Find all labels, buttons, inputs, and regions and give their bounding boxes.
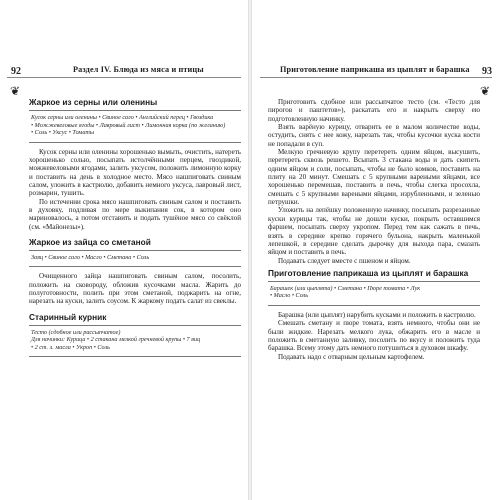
ingredients-box <box>268 281 480 306</box>
recipe-paragraph: Приготовить сдобное или рассыпчатое тесто (см. «Тесто для пирогов и паштетов»), раскатать его и накрыть сверху ею подготовленную начинку. <box>268 98 480 123</box>
ingredients-line: • 2 ст. л. масла • Укроп • Соль <box>31 344 110 351</box>
left-page <box>0 0 248 500</box>
ingredients-line: Для начинки: Курица • 2 стакана мелкой гречневой крупы • 7 яиц <box>31 337 201 344</box>
right-header-rule <box>260 77 492 78</box>
recipe-paragraph: По истечении срока мясо нашпиговать свиным салом и поставить в духовку, подливая по мере выкипания сок, в котором оно мариновалось, а потом отставить и подать тушёное мясо со свёклой (см. «Майонезы»). <box>29 197 241 231</box>
recipe-paragraph: Кусок серны или оленины хорошенько вымыть, очистить, натереть хорошенько солью, посыпать истолчёнными перцем, гвоздикой, можжевеловыми ягодами, залить уксусом, положить лимонную корку и поставить на день в холодное место. Мясо нашпиговать свиным салом, уложить в кастрюлю, добавить немного уксуса, лавровый лист, розмарин, тушить. <box>29 147 241 198</box>
left-header-rule <box>7 77 241 78</box>
recipe-paragraph: Очищенного зайца нашпиговать свиным салом, посолить, положить на сковороду, обложив кусочками масла. Жарить до полуготовности, полить при этом сметаной, поджарить на огне, нарезать на куски, залить соусом. К жаркому подать салат из свеклы. <box>29 272 241 306</box>
recipe-title: Приготовление паприкаша из цыплят и барашка <box>268 267 469 278</box>
decorative-flourish-icon: ❦ <box>479 84 491 98</box>
recipe-paragraph: Подавать следует вместе с пшеном и яйцом. <box>278 256 411 265</box>
left-page-number: 92 <box>11 66 21 77</box>
ingredients-line: Барашек (или цыплята) • Сметана • Пюре томата • Лук <box>270 285 421 292</box>
right-page-number: 93 <box>482 66 492 77</box>
right-page-content <box>268 98 480 361</box>
ingredients-box <box>29 110 241 143</box>
ingredients-line: Тесто (сдобное или рассыпчатое) <box>31 329 121 336</box>
recipe-title: Старинный курник <box>29 311 107 322</box>
ingredients-line: • Можжевеловые ягоды • Лавровый лист • Лимонная корка (по желанию) <box>31 122 226 129</box>
ingredients-line: Кусок серны или оленины • Свиное сало • Английский перец • Гвоздика <box>31 115 214 121</box>
recipe-title: Жаркое из зайца со сметаной <box>29 236 151 247</box>
recipe-paragraph: Барашка (или цыплят) нарубить кусками и положить в кастрюлю. <box>278 310 476 319</box>
ingredients-box <box>29 250 241 268</box>
recipe-paragraph: Смешать сметану и пюре томата, взять немного, чтобы они не были жидкие. Нарезать мелкого лука, обжарить его в масле и положить в сметанную заливку, посолить по вкусу и положить туда барашка. Всему этому дать немного потушиться в духовом шкафу. <box>268 319 480 353</box>
recipe-paragraph: Взять варёную курицу, отварить ее в малом количестве воды, остудить, снять с нее кожу, нарезать так, чтобы кусочки куска кости не попадали в суп. <box>268 123 480 148</box>
right-running-head: Приготовление паприкаша из цыплят и барашка <box>280 65 470 74</box>
ingredients-line: Заяц • Свиное сало • Масло • Сметана • Соль <box>31 254 150 261</box>
right-page <box>252 0 500 500</box>
ingredients-line: • Соль • Уксус • Томаты <box>31 130 95 136</box>
recipe-paragraph: Мелкую гречневую крупу перетереть одним яйцом, высушить, перетереть сквозь решето. Всыпать 3 стакана воды и дать скипеть одним яйцом и соли, посыпать, чтобы не было комков, поставить на плиту на 20 минут. Смешать с 5 крупными вареными яйцами, все хорошенько перемешав, поставить в печь, чтобы слегка просохла, смешать с 5 крупными вареными яйцами, изрубленными, и зеленью петрушки. <box>268 148 480 207</box>
ingredients-box <box>29 325 241 358</box>
left-running-head: Раздел IV. Блюда из мяса и птицы <box>73 65 204 74</box>
decorative-flourish-icon: ❦ <box>9 84 21 98</box>
ingredients-line: • Масло • Соль <box>270 293 309 300</box>
left-page-content <box>29 98 241 362</box>
recipe-paragraph: Уложить на лепёшку положенную начинку, посыпать разрезанные куски курицы так, чтобы не дошли куски, покрыть оставшимся фаршем, посыпать сверху укропом. Перед тем как сажать в печь, взять в середине крепко горячего бульона, накрыть маленькой лепешкой, в середине сделать дырочку для выхода пара, смазать яйцом и поставить в печь. <box>268 206 480 257</box>
recipe-title: Жаркое из серны или оленины <box>29 97 158 107</box>
recipe-paragraph: Подавать надо с отварным цельным картофелем. <box>278 352 425 361</box>
